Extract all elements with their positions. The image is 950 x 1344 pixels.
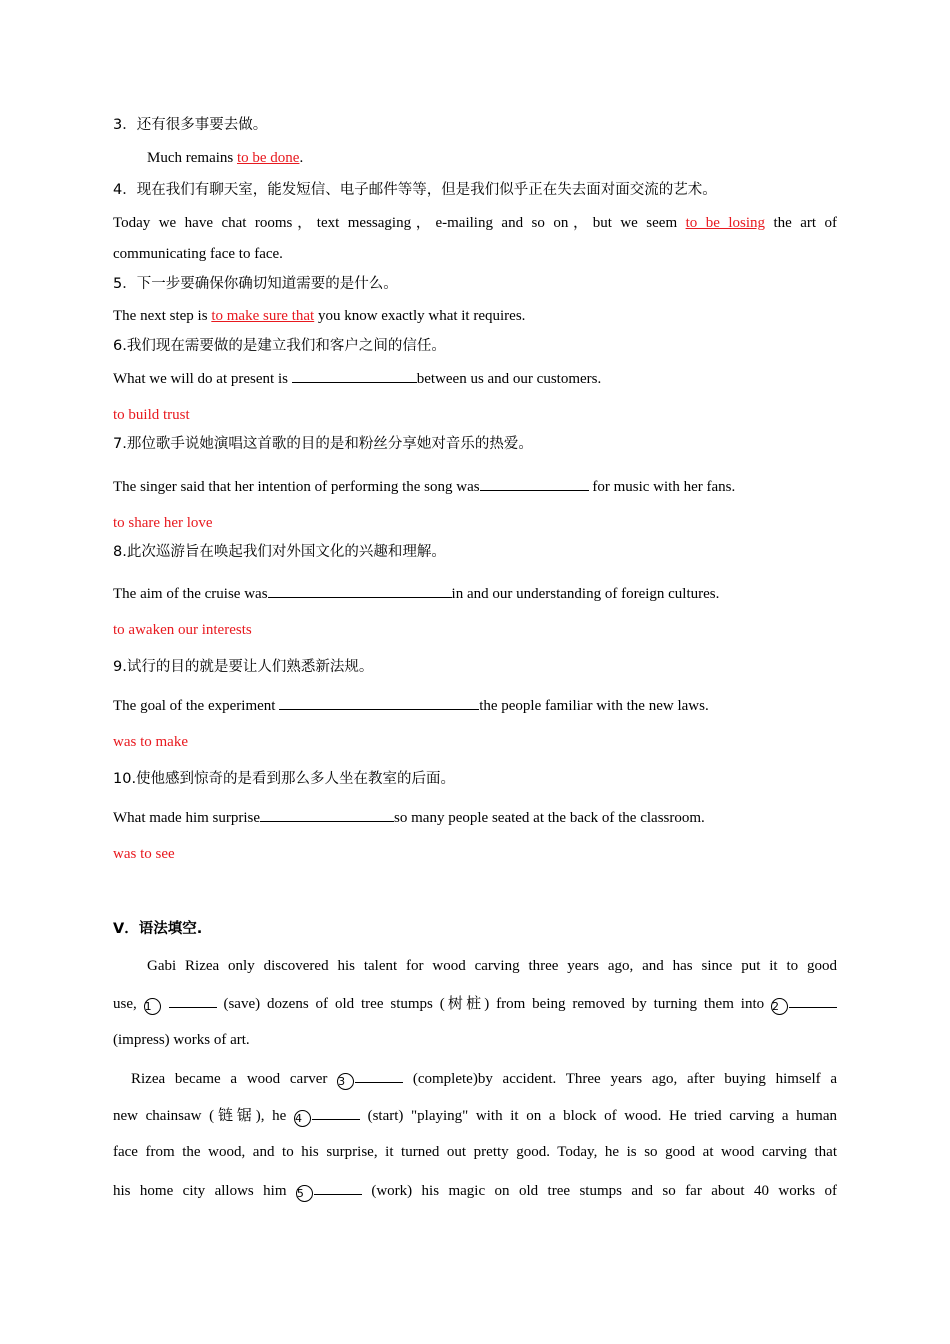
q5-answer: to make sure that — [211, 308, 315, 324]
q4-english-line2: communicating face to face. — [113, 246, 283, 262]
q6-blank[interactable] — [292, 368, 417, 383]
q6-english: What we will do at present is between us and our customers. — [113, 368, 601, 389]
q10-blank[interactable] — [260, 807, 394, 822]
q9-english: The goal of the experiment the people familiar with the new laws. — [113, 695, 709, 716]
q8-answer: to awaken our interests — [113, 622, 252, 638]
passage-blank-3[interactable] — [355, 1068, 403, 1083]
blank-number-3: 3 — [337, 1073, 354, 1090]
section-v-title: V．语法填空. — [113, 921, 203, 937]
q8-blank[interactable] — [268, 583, 452, 598]
q5-chinese: 5．下一步要确保你确切知道需要的是什么。 — [113, 276, 398, 292]
q8-chinese: 8.此次巡游旨在唤起我们对外国文化的兴趣和理解。 — [113, 544, 446, 560]
q7-chinese: 7.那位歌手说她演唱这首歌的目的是和粉丝分享她对音乐的热爱。 — [113, 436, 533, 452]
passage-p2-line1: Rizea became a wood carver 3 (complete)by accident. Three years ago, after buying himself a — [131, 1068, 837, 1090]
passage-blank-5[interactable] — [314, 1180, 362, 1195]
passage-blank-2[interactable] — [789, 993, 837, 1008]
q3-chinese: 3．还有很多事要去做。 — [113, 117, 268, 133]
passage-p2-line2: new chainsaw (链锯), he 4 (start) "playing" with it on a block of wood. He tried carving a human — [113, 1105, 837, 1127]
blank-number-5: 5 — [296, 1185, 313, 1202]
q5-english: The next step is to make sure that you know exactly what it requires. — [113, 308, 526, 324]
q6-answer: to build trust — [113, 407, 190, 423]
blank-number-2: 2 — [771, 998, 788, 1015]
blank-number-1: 1 — [144, 998, 161, 1015]
passage-blank-1[interactable] — [169, 993, 217, 1008]
passage-p2-line4: his home city allows him 5 (work) his magic on old tree stumps and so far about 40 works of — [113, 1180, 837, 1202]
q4-english: Today we have chat rooms，text messaging，e-mailing and so on，but we seem to be losing the art of — [113, 215, 838, 231]
q9-chinese: 9.试行的目的就是要让人们熟悉新法规。 — [113, 659, 374, 675]
q3-english: Much remains to be done. — [147, 150, 304, 166]
passage-p1-line1: Gabi Rizea only discovered his talent for wood carving three years ago, and has since put it to good — [147, 958, 837, 974]
passage-blank-4[interactable] — [312, 1105, 360, 1120]
blank-number-4: 4 — [294, 1110, 311, 1127]
q7-answer: to share her love — [113, 515, 213, 531]
q4-chinese: 4．现在我们有聊天室，能发短信、电子邮件等等，但是我们似乎正在失去面对面交流的艺术。 — [113, 182, 717, 198]
q8-english: The aim of the cruise was in and our understanding of foreign cultures. — [113, 583, 719, 604]
passage-p2-line3: face from the wood, and to his surprise, it turned out pretty good. Today, he is so good at wood carving that — [113, 1144, 837, 1160]
q10-chinese: 10.使他感到惊奇的是看到那么多人坐在教室的后面。 — [113, 771, 456, 787]
q10-english: What made him surprise so many people seated at the back of the classroom. — [113, 807, 705, 828]
q7-blank[interactable] — [480, 476, 589, 491]
q9-blank[interactable] — [279, 695, 479, 710]
q6-chinese: 6.我们现在需要做的是建立我们和客户之间的信任。 — [113, 338, 446, 354]
q7-english: The singer said that her intention of performing the song was for music with her fans. — [113, 476, 735, 497]
passage-p1-line2: use, 1 (save) dozens of old tree stumps (树桩) from being removed by turning them into 2 — [113, 993, 837, 1015]
q4-answer: to be losing — [685, 215, 765, 231]
q9-answer: was to make — [113, 734, 188, 750]
q10-answer: was to see — [113, 846, 175, 862]
q3-answer: to be done — [236, 150, 300, 166]
passage-p1-line3: (impress) works of art. — [113, 1032, 250, 1048]
